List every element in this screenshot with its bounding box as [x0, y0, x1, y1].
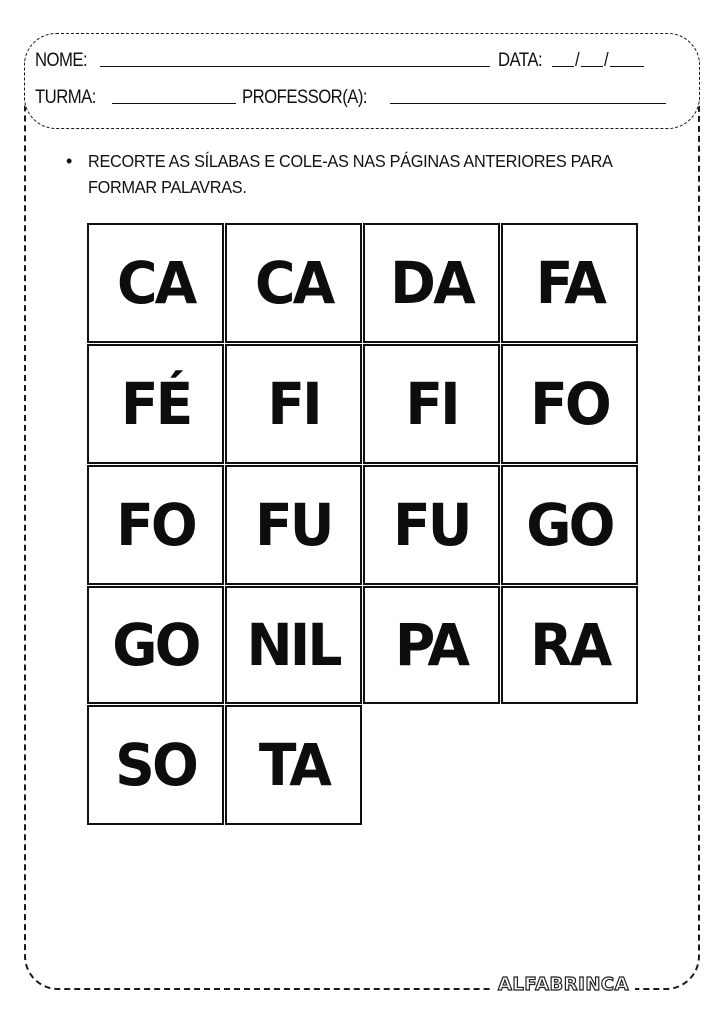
- syllable-text: GO: [112, 611, 199, 679]
- syllable-card[interactable]: [225, 586, 362, 704]
- syllable-text: CA: [254, 249, 333, 317]
- syllable-text: FO: [116, 491, 195, 559]
- syllable-text: FU: [255, 491, 332, 559]
- syllable-text: DA: [390, 249, 473, 317]
- student-info-header: [24, 33, 700, 129]
- syllable-card[interactable]: [363, 344, 500, 464]
- syllable-text: FU: [393, 491, 470, 559]
- syllable-text: FÉ: [120, 370, 191, 438]
- syllable-card[interactable]: [501, 586, 638, 704]
- syllable-card[interactable]: [87, 344, 224, 464]
- syllable-text: FI: [405, 370, 458, 438]
- syllable-text: GO: [526, 491, 613, 559]
- syllable-card[interactable]: [87, 465, 224, 585]
- syllable-text: FI: [267, 370, 320, 438]
- syllable-text: FO: [530, 370, 609, 438]
- date-year-field[interactable]: [610, 66, 644, 67]
- syllable-card[interactable]: [363, 465, 500, 585]
- syllable-card[interactable]: [87, 586, 224, 704]
- syllable-card[interactable]: [363, 586, 500, 704]
- syllable-text: NIL: [246, 611, 341, 679]
- class-label: TURMA:: [35, 87, 96, 108]
- bullet-icon: •: [66, 151, 73, 171]
- syllable-card[interactable]: [363, 223, 500, 343]
- name-label: NOME:: [35, 50, 88, 71]
- date-label: DATA:: [498, 50, 543, 71]
- syllable-card[interactable]: [225, 465, 362, 585]
- teacher-label: PROFESSOR(A):: [242, 87, 368, 108]
- class-field[interactable]: [112, 103, 236, 104]
- name-field[interactable]: [100, 66, 490, 67]
- syllable-text: TA: [258, 731, 329, 799]
- date-separator: /: [575, 50, 580, 71]
- syllable-card[interactable]: [87, 705, 224, 825]
- instruction-text: RECORTE AS SÍLABAS E COLE-AS NAS PÁGINAS ANTERIORES PARA FORMAR PALAVRAS.: [88, 151, 612, 197]
- syllable-card[interactable]: [225, 223, 362, 343]
- date-day-field[interactable]: [552, 66, 574, 67]
- syllable-card[interactable]: [225, 344, 362, 464]
- header-line-class-teacher: [35, 83, 666, 109]
- syllable-text: PA: [395, 611, 468, 679]
- syllable-card[interactable]: [501, 223, 638, 343]
- syllable-text: CA: [116, 249, 195, 317]
- syllable-text: FA: [535, 249, 604, 317]
- date-month-field[interactable]: [581, 66, 603, 67]
- syllable-card[interactable]: [87, 223, 224, 343]
- date-separator: /: [604, 50, 609, 71]
- teacher-field[interactable]: [390, 103, 666, 104]
- instruction: [66, 148, 666, 200]
- syllable-card[interactable]: [501, 344, 638, 464]
- brand-logo: ALFABRINCA: [492, 974, 635, 995]
- syllable-text: RA: [529, 611, 610, 679]
- syllable-card[interactable]: [501, 465, 638, 585]
- syllable-card[interactable]: [225, 705, 362, 825]
- header-line-name-date: [35, 46, 644, 72]
- syllable-text: SO: [115, 731, 196, 799]
